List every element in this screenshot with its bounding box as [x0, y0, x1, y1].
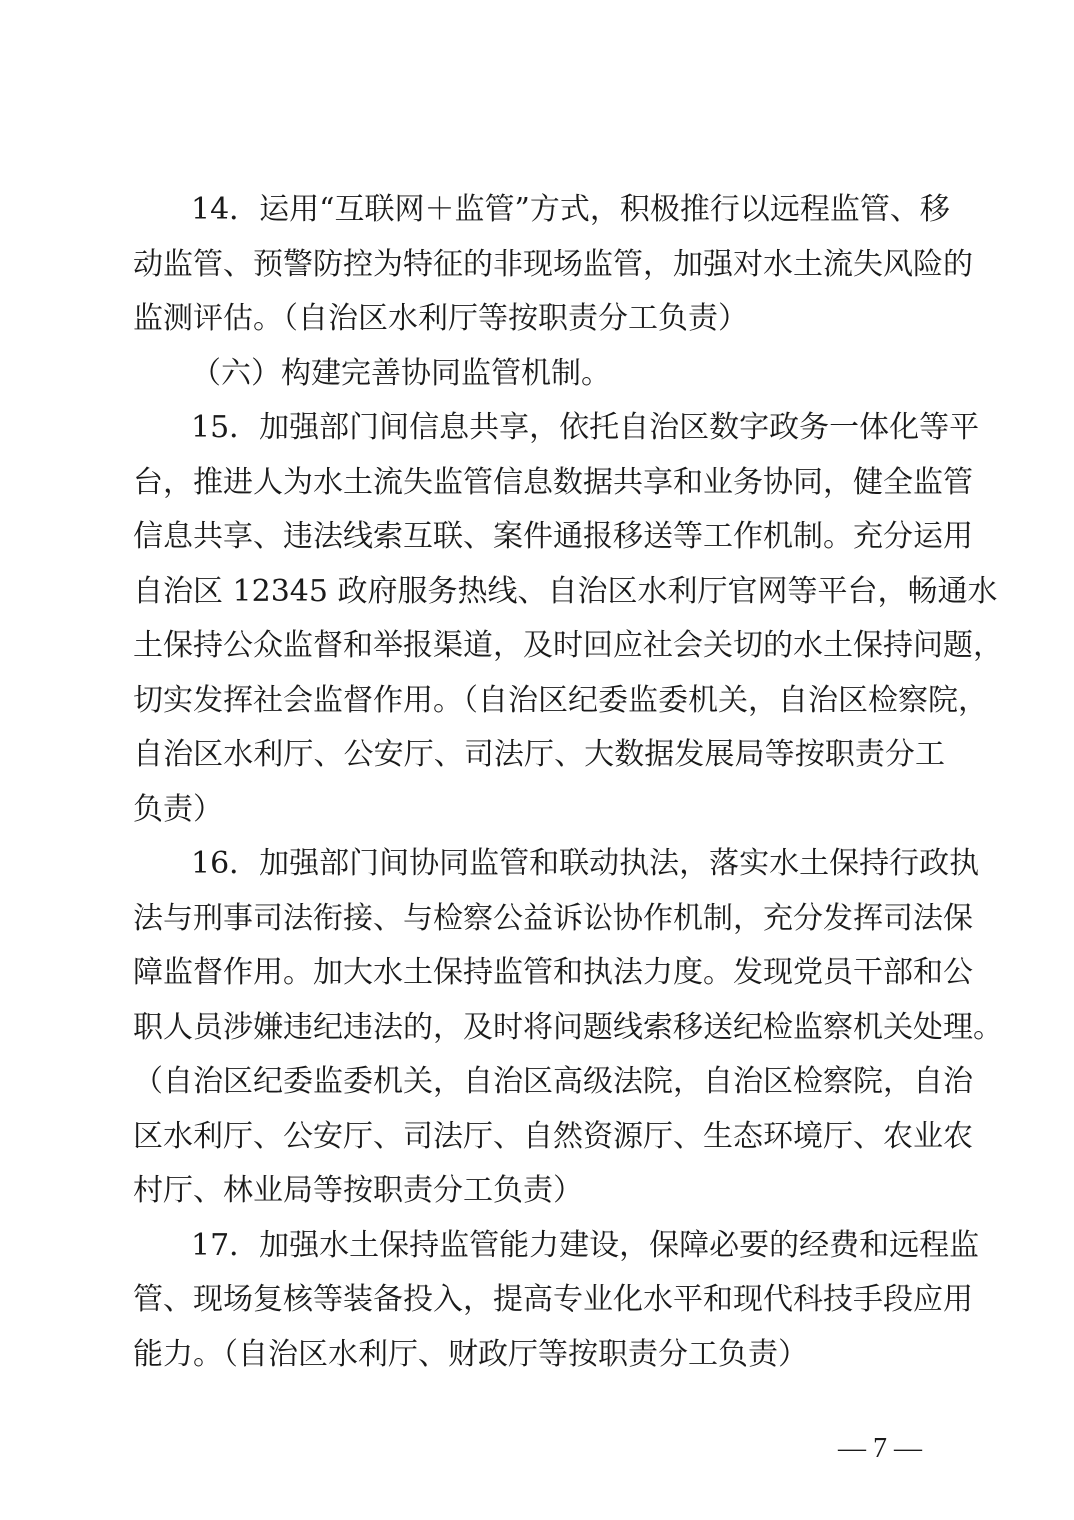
paragraph-16-line-6: 区水利厅、公安厅、司法厅、自然资源厅、生态环境厅、农业农: [133, 1118, 973, 1154]
paragraph-15-line-2: 台，推进人为水土流失监管信息数据共享和业务协同，健全监管: [133, 464, 973, 500]
paragraph-15-line-5: 土保持公众监督和举报渠道，及时回应社会关切的水土保持问题，: [133, 628, 1003, 663]
page-number: — 7 —: [838, 1433, 922, 1464]
paragraph-16-line-3: 障监督作用。加大水土保持监管和执法力度。发现党员干部和公: [133, 955, 973, 990]
paragraph-16-line-7: 村厅、林业局等按职责分工负责）: [133, 1173, 583, 1208]
paragraph-14-line-2: 动监管、预警防控为特征的非现场监管，加强对水土流失风险的: [133, 246, 973, 282]
paragraph-16-line-4: 职人员涉嫌违纪违法的，及时将问题线索移送纪检监察机关处理。: [133, 1009, 1003, 1045]
paragraph-14-line-3: 监测评估。（自治区水利厅等按职责分工负责）: [133, 301, 748, 336]
document-body: [133, 183, 1003, 1382]
paragraph-15-line-1: 15．加强部门间信息共享，依托自治区数字政务一体化等平: [191, 410, 980, 445]
paragraph-16-line-2: 法与刑事司法衔接、与检察公益诉讼协作机制，充分发挥司法保: [133, 900, 973, 936]
paragraph-15-line-3: 信息共享、违法线索互联、案件通报移送等工作机制。充分运用: [133, 519, 973, 554]
paragraph-17-line-1: 17．加强水土保持监管能力建设，保障必要的经费和远程监: [191, 1227, 980, 1263]
paragraph-15-line-7: 自治区水利厅、公安厅、司法厅、大数据发展局等按职责分工: [133, 737, 945, 772]
paragraph-14-line-1: 14．运用“互联网＋监管”方式，积极推行以远程监管、移: [191, 192, 950, 227]
paragraph-17-line-2: 管、现场复核等装备投入，提高专业化水平和现代科技手段应用: [133, 1282, 973, 1317]
paragraph-15-line-8: 负责）: [133, 791, 223, 827]
paragraph-16-line-5: （自治区纪委监委机关，自治区高级法院，自治区检察院，自治: [133, 1064, 973, 1099]
paragraph-15-line-6: 切实发挥社会监督作用。（自治区纪委监委机关，自治区检察院，: [133, 682, 988, 718]
paragraph-16-line-1: 16．加强部门间协同监管和联动执法，落实水土保持行政执: [191, 846, 980, 881]
paragraph-17-line-3: 能力。（自治区水利厅、财政厅等按职责分工负责）: [133, 1336, 808, 1372]
paragraph-15-line-4: 自治区 12345 政府服务热线、自治区水利厅官网等平台，畅通水: [133, 573, 998, 609]
section-heading-6: （六）构建完善协同监管机制。: [191, 355, 611, 391]
